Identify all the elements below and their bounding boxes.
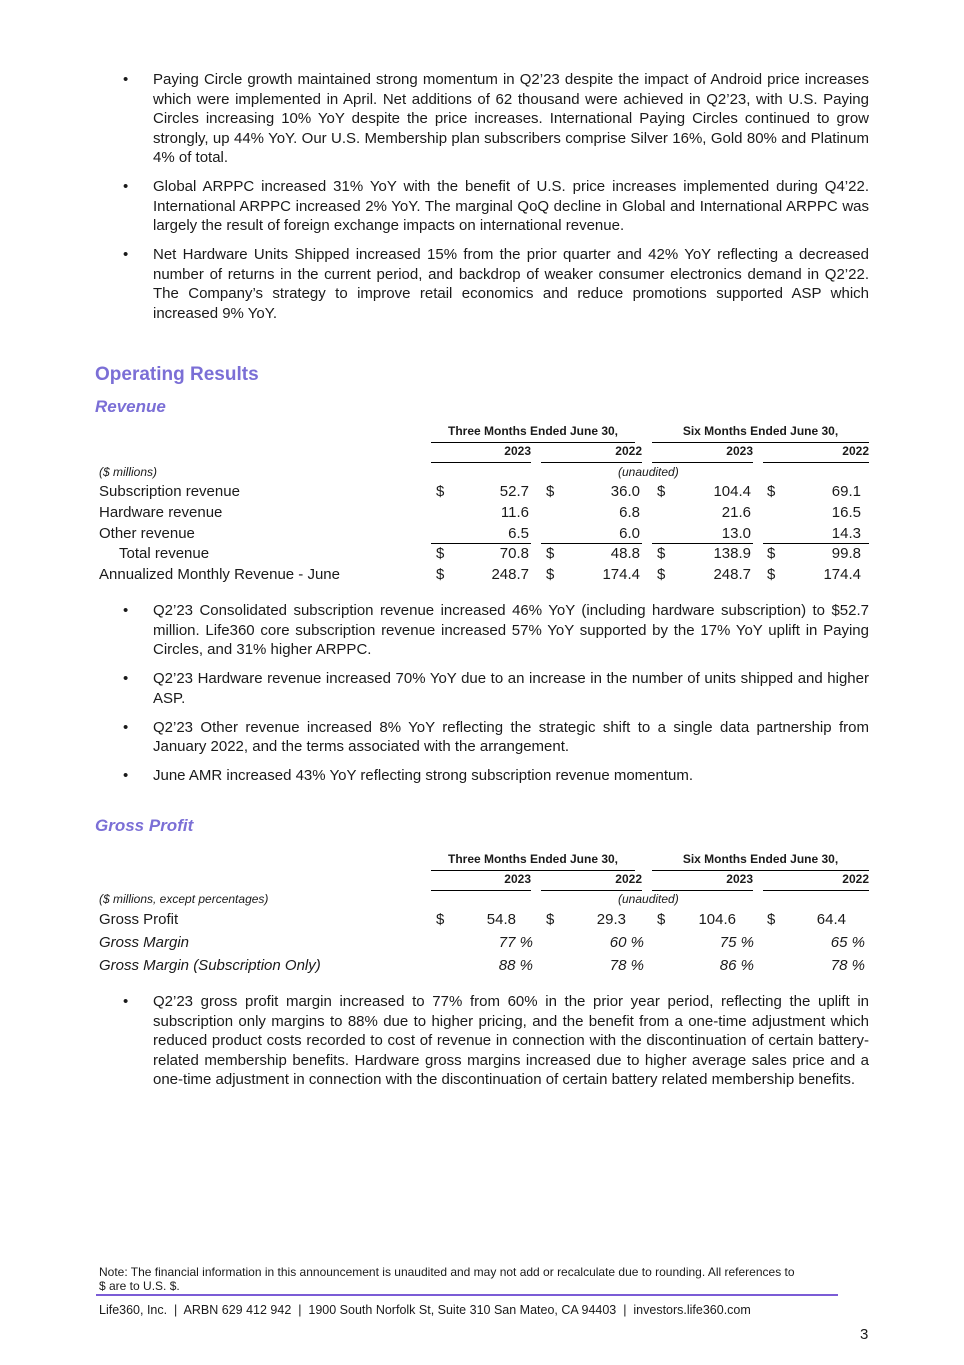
table-row: [96, 934, 869, 955]
currency-symbol: $: [546, 545, 555, 562]
table-row-total: [96, 545, 869, 566]
table-row: [96, 911, 869, 932]
row-label: Gross Margin: [99, 934, 190, 951]
cell-value: 104.4: [713, 483, 751, 500]
cell-value: 174.4: [602, 566, 640, 583]
cell-value: 16.5: [831, 504, 861, 521]
row-label: Hardware revenue: [99, 504, 223, 521]
currency-symbol: $: [657, 911, 666, 928]
currency-symbol: $: [546, 911, 555, 928]
year-header: 2022: [763, 444, 869, 463]
bullet-item: • June AMR increased 43% YoY reflecting strong subscription revenue momentum.: [123, 767, 694, 784]
currency-symbol: $: [657, 545, 666, 562]
subtotal-rule: [431, 543, 531, 544]
bullet-item: • Q2’23 Consolidated subscription revenue increased 46% YoY (including hardware subscription) to $52.7 million. Life360 core subscription revenue increased 57% YoY supported by the 17% YoY uplift in Paying Circles, and 31% higher ARPPC.: [123, 602, 869, 658]
bullet-item: • Paying Circle growth maintained strong momentum in Q2’23 despite the impact of Android price increases which were implemented in April. Net additions of 62 thousand were achieved in Q2’23, with U.S. Paying Circles increasing 10% YoY despite the price increases. International Paying Circles continued to grow strongly, up 44% YoY. Our U.S. Membership plan subscribers comprise Silver 16%, Gold 80% and Platinum 4% of total.: [123, 71, 869, 166]
subsection-title-gross-profit: Gross Profit: [95, 816, 194, 835]
gross-profit-bullet-list: [96, 992, 869, 1099]
cell-value: 69.1: [831, 483, 861, 500]
year-header: 2023: [431, 872, 531, 891]
bullet-item: • Q2’23 gross profit margin increased to 77% from 60% in the prior year period, reflecting the uplift in subscription only margins to 88% due to higher pricing, and the benefit from a one-time adjustment which reduced product costs recorded to cost of revenue in connection with the discontinuation of certain battery-related membership benefits. Hardware gross margins increased due to higher average sales price and a one-time adjustment in connection with the discontinuation of certain battery related membership benefits.: [123, 993, 869, 1088]
row-label: Gross Profit: [99, 911, 179, 928]
cell-value: 52.7: [499, 483, 529, 500]
currency-symbol: $: [546, 483, 555, 500]
table-row: [96, 504, 869, 525]
currency-symbol: $: [546, 566, 555, 583]
cell-value: 36.0: [610, 483, 640, 500]
cell-value: 86 %: [719, 957, 754, 974]
header-three-months: Three Months Ended June 30,: [431, 424, 635, 443]
table-row: [96, 483, 869, 504]
revenue-bullet-list: [96, 601, 869, 795]
cell-value: 14.3: [831, 525, 861, 542]
header-six-months: Six Months Ended June 30,: [652, 424, 869, 443]
year-header: 2023: [431, 444, 531, 463]
currency-symbol: $: [436, 566, 445, 583]
cell-value: 54.8: [486, 911, 516, 928]
units-label: ($ millions): [99, 465, 158, 479]
currency-symbol: $: [657, 566, 666, 583]
row-label: Other revenue: [99, 525, 195, 542]
row-label: Subscription revenue: [99, 483, 240, 500]
year-header: 2022: [763, 872, 869, 891]
cell-value: 11.6: [500, 504, 529, 521]
cell-value: 64.4: [816, 911, 846, 928]
header-three-months: Three Months Ended June 30,: [431, 852, 635, 871]
cell-value: 248.7: [713, 566, 751, 583]
currency-symbol: $: [767, 545, 776, 562]
cell-value: 104.6: [698, 911, 736, 928]
cell-value: 77 %: [498, 934, 533, 951]
cell-value: 99.8: [831, 545, 861, 562]
bullet-item: • Q2’23 Hardware revenue increased 70% YoY due to an increase in the number of units shipped and higher ASP.: [123, 670, 869, 707]
cell-value: 138.9: [713, 545, 751, 562]
cell-value: 78 %: [830, 957, 865, 974]
cell-value: 21.6: [721, 504, 751, 521]
cell-value: 88 %: [498, 957, 533, 974]
subtotal-rule: [763, 543, 869, 544]
currency-symbol: $: [767, 566, 776, 583]
currency-symbol: $: [436, 483, 445, 500]
subsection-title-revenue: Revenue: [95, 397, 166, 416]
cell-value: 78 %: [609, 957, 644, 974]
cell-value: 6.5: [508, 525, 529, 542]
cell-value: 6.0: [619, 525, 640, 542]
bullet-item: • Net Hardware Units Shipped increased 15% from the prior quarter and 42% YoY reflecting a decreased number of returns in the current period, and backdrop of weaker consumer electronics demand in Q2’22. The Company’s strategy to improve retail economics and reduce promotions supported ASP which increased 9% YoY.: [123, 246, 869, 322]
currency-symbol: $: [436, 911, 445, 928]
bullet-item: • Q2’23 Other revenue increased 8% YoY reflecting the strategic shift to a single data partnership from January 2022, and the terms associated with the arrangement.: [123, 718, 869, 755]
currency-symbol: $: [767, 483, 776, 500]
cell-value: 70.8: [499, 545, 529, 562]
header-six-months: Six Months Ended June 30,: [652, 852, 869, 871]
currency-symbol: $: [436, 545, 445, 562]
subtotal-rule: [541, 543, 642, 544]
currency-symbol: $: [657, 483, 666, 500]
table-row: [96, 566, 869, 587]
year-header: 2023: [652, 444, 753, 463]
cell-value: 48.8: [610, 545, 640, 562]
cell-value: 29.3: [596, 911, 626, 928]
top-bullet-list: [96, 70, 869, 333]
subtotal-rule: [652, 543, 753, 544]
footer-text: Life360, Inc. | ARBN 629 412 942 | 1900 South Norfolk St, Suite 310 San Mateo, CA 94403 | investors.life360.com: [99, 1303, 751, 1317]
bullet-item: • Global ARPPC increased 31% YoY with the benefit of U.S. price increases implemented during Q4’22. International ARPPC increased 2% YoY. The marginal QoQ decline in Global and International ARPPC was largely the result of foreign exchange impacts on international revenue.: [123, 178, 869, 234]
row-label: Annualized Monthly Revenue - June: [99, 566, 340, 583]
units-label: ($ millions, except percentages): [99, 892, 269, 906]
row-label: Gross Margin (Subscription Only): [99, 957, 321, 974]
cell-value: 60 %: [609, 934, 644, 951]
footnote: Note: The financial information in this announcement is unaudited and may not add or recalculate due to rounding. All references to $ are to U.S. $.: [99, 1265, 795, 1293]
section-title-operating-results: Operating Results: [95, 364, 259, 385]
gross-profit-table: [96, 852, 869, 982]
footer-divider: [96, 1294, 838, 1296]
row-label: Total revenue: [119, 545, 210, 562]
year-header: 2022: [541, 872, 642, 891]
revenue-table: [96, 424, 869, 594]
cell-value: 13.0: [721, 525, 751, 542]
cell-value: 75 %: [719, 934, 754, 951]
cell-value: 248.7: [491, 566, 529, 583]
cell-value: 6.8: [619, 504, 640, 521]
currency-symbol: $: [767, 911, 776, 928]
table-row: [96, 957, 869, 978]
page-number: 3: [860, 1326, 869, 1343]
unaudited-label: (unaudited): [618, 892, 679, 906]
cell-value: 174.4: [823, 566, 861, 583]
year-header: 2022: [541, 444, 642, 463]
year-header: 2023: [652, 872, 753, 891]
cell-value: 65 %: [830, 934, 865, 951]
unaudited-label: (unaudited): [618, 465, 679, 479]
